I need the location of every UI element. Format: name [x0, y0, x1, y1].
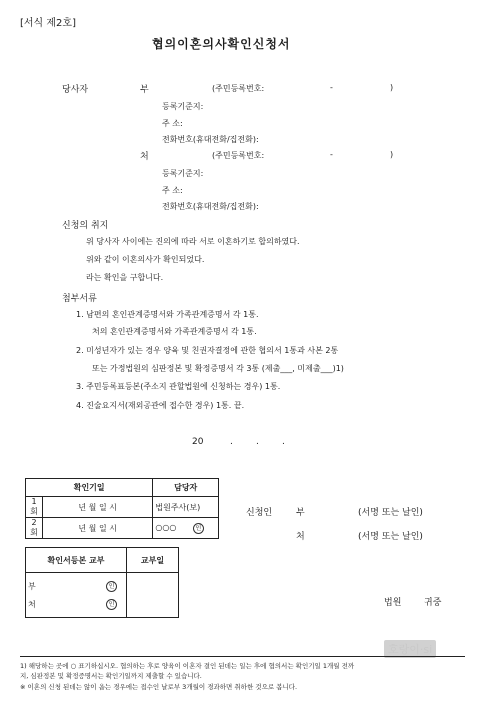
delivery-date-cell	[127, 573, 179, 618]
applicant-husband-signature: (서명 또는 날인)	[358, 508, 423, 518]
husband-id-dash: -	[330, 83, 333, 92]
wife-phone-field: 전화번호(휴대전화/집전화):	[162, 202, 259, 211]
court-honorific: 귀중	[424, 598, 442, 608]
purpose-line-3: 라는 확인을 구합니다.	[86, 273, 164, 282]
date-dot-day: .	[256, 437, 259, 447]
applicant-label: 신청인	[246, 508, 273, 518]
footnote-1b: 지, 심판정본 및 확정증명서는 확인기일까지 제출할 수 있습니다.	[20, 672, 202, 680]
attachments-label: 첨부서류	[62, 294, 97, 304]
seal-icon: 인	[106, 581, 117, 592]
husband-role: 부	[140, 85, 149, 95]
schedule-header-date: 확인기일	[26, 479, 153, 497]
purpose-label: 신청의 취지	[62, 221, 109, 231]
husband-id-label: (주민등록번호:	[212, 84, 265, 93]
husband-registration-field: 등록기준지:	[162, 102, 204, 111]
delivery-husband-label: 부	[28, 582, 36, 591]
schedule-row-2-staff-cell	[153, 518, 219, 539]
attachment-item-3: 3. 주민등록표등본(주소지 관할법원에 신청하는 경우) 1통.	[76, 382, 281, 391]
footnote-1: 1) 해당하는 곳에 ○ 표기하십시오. 협의하는 후로 양육이 이혼자 결인 된데는 일는 후에 협의서는 확인기일 1개월 전까	[20, 662, 355, 670]
husband-phone-field: 전화번호(휴대전화/집전화):	[162, 135, 259, 144]
wife-id-close: )	[390, 150, 394, 159]
schedule-header-staff: 담당자	[153, 479, 219, 497]
attachment-item-1: 1. 남편의 혼인관계증명서와 가족관계증명서 각 1통.	[76, 310, 259, 319]
attachment-item-1b: 처의 혼인관계증명서와 가족관계증명서 각 1통.	[92, 327, 257, 336]
form-number: [서식 제2호]	[20, 18, 76, 29]
schedule-row	[26, 518, 219, 539]
wife-id-label: (주민등록번호:	[212, 151, 265, 160]
page-title: 협의이혼의사확인신청서	[152, 37, 291, 51]
wife-id-dash: -	[330, 150, 333, 159]
applicant-wife-signature: (서명 또는 날인)	[358, 532, 423, 542]
schedule-row-2-no: 2회	[26, 518, 43, 539]
court-name: 법원	[384, 598, 402, 608]
footnote-divider	[20, 656, 465, 657]
husband-address-field: 주 소:	[162, 119, 183, 128]
delivery-header-date: 교부일	[127, 548, 179, 573]
purpose-line-2: 위와 같이 이혼의사가 확인되었다.	[86, 255, 205, 264]
wife-role: 처	[140, 152, 149, 162]
watermark-logo: 호랑이·si	[384, 640, 436, 658]
footnote-2: ※ 이혼의 신청 된데는 않이 옵는 경우에는 접수인 날로부 3개월이 경과하면 취하한 것으로 봅니다.	[20, 683, 298, 691]
schedule-row-1-date: 년 월 일 시	[43, 497, 153, 518]
delivery-wife-label: 처	[28, 600, 36, 609]
schedule-row-2-staff: ○○○	[155, 522, 177, 532]
attachment-item-4: 4. 진술요지서(재외공관에 접수한 경우) 1통. 끝.	[76, 401, 245, 410]
delivery-header-certificate: 확인서등본 교부	[26, 548, 127, 573]
wife-registration-field: 등록기준지:	[162, 169, 204, 178]
purpose-line-1: 위 당사자 사이에는 진의에 따라 서로 이혼하기로 합의하였다.	[86, 237, 300, 246]
attachment-item-2: 2. 미성년자가 있는 경우 양육 및 친권자결정에 관한 협의서 1통과 사본 2통	[76, 346, 339, 355]
certificate-delivery-table	[25, 547, 179, 618]
date-year: 20	[192, 437, 204, 447]
applicant-wife: 처	[296, 532, 305, 542]
delivery-recipients-cell	[26, 573, 127, 618]
wife-address-field: 주 소:	[162, 186, 183, 195]
seal-icon: 인	[193, 523, 204, 534]
attachment-item-2b: 또는 가정법원의 심판정본 및 확정증명서 각 3통 (제출___, 미제출___)1)	[92, 364, 344, 373]
date-dot-end: .	[282, 437, 285, 447]
schedule-row-1-staff: 법원주사(보)	[153, 497, 219, 518]
schedule-row-1-no: 1회	[26, 497, 43, 518]
schedule-row	[26, 497, 219, 518]
date-dot-month: .	[230, 437, 233, 447]
confirmation-schedule-table	[25, 478, 219, 539]
parties-label: 당사자	[62, 85, 89, 95]
applicant-husband: 부	[296, 508, 305, 518]
husband-id-close: )	[390, 83, 394, 92]
seal-icon: 인	[106, 599, 117, 610]
schedule-row-2-date: 년 월 일 시	[43, 518, 153, 539]
